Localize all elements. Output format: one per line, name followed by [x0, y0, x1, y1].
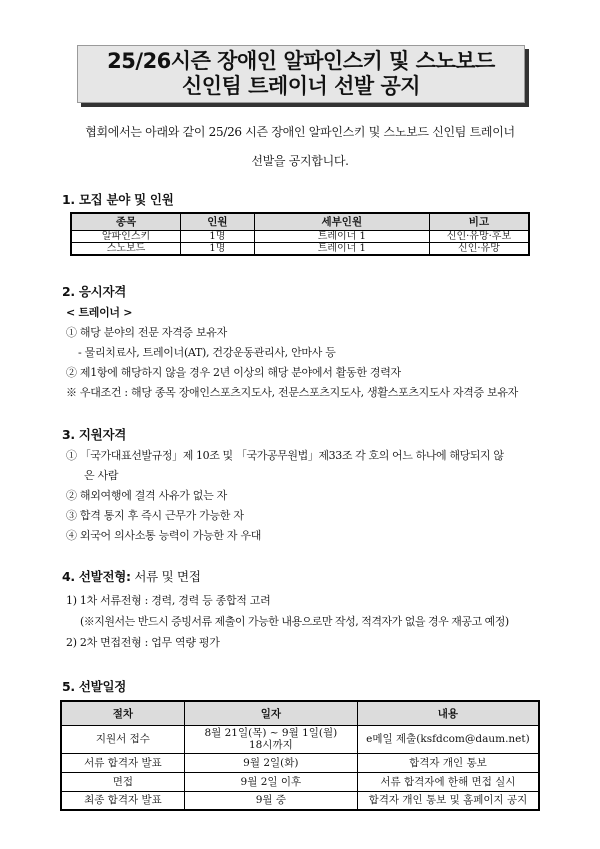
notice-title-line1: 25/26시즌 장애인 알파인스키 및 스노보드	[107, 49, 495, 73]
recruit-header-count: 인원	[181, 213, 255, 230]
schedule-date: 9월 중	[184, 791, 357, 810]
section4-heading-label: 4. 선발전형:	[62, 569, 131, 584]
recruit-cell: 트레이너 1	[254, 242, 429, 255]
notice-title-line2: 신인팀 트레이너 선발 공지	[181, 74, 421, 98]
section2-subheading: < 트레이너 >	[66, 306, 133, 319]
schedule-step: 면접	[61, 772, 184, 791]
schedule-date: 9월 2일 이후	[184, 772, 357, 791]
section4-heading	[62, 567, 201, 585]
recruit-cell: 스노보드	[71, 242, 181, 255]
section2-note: ※ 우대조건 : 해당 종목 장애인스포츠지도사, 전문스포츠지도사, 생활스포츠지도사 자격증 보유자	[66, 386, 518, 399]
recruit-table-header	[71, 213, 529, 230]
section3-item4: ④ 외국어 의사소통 능력이 가능한 자 우대	[66, 529, 262, 542]
schedule-content: e메일 제출(ksfdcom@daum.net)	[357, 725, 539, 753]
recruit-cell: 알파인스키	[71, 230, 181, 242]
recruit-cell: 신인·유망·후보	[429, 230, 529, 242]
intro-line2: 선발을 공지합니다.	[251, 154, 349, 168]
schedule-date	[184, 725, 357, 753]
section3-item2: ② 해외여행에 결격 사유가 없는 자	[66, 489, 227, 502]
schedule-content: 합격자 개인 통보 및 홈페이지 공지	[357, 791, 539, 810]
schedule-step: 서류 합격자 발표	[61, 753, 184, 772]
table-row	[71, 230, 529, 242]
section4-heading-rest: 서류 및 면접	[130, 569, 201, 584]
section3-item1-cont: 은 사람	[84, 469, 119, 482]
table-row	[71, 242, 529, 255]
schedule-step: 최종 합격자 발표	[61, 791, 184, 810]
table-row	[61, 753, 539, 772]
section2-item1: ① 해당 분야의 전문 자격증 보유자	[66, 326, 227, 339]
section3-item1: ① 「국가대표선발규정」제 10조 및 「국가공무원법」제33조 각 호의 어느 하나에 해당되지 않	[66, 449, 504, 462]
section1-heading: 1. 모집 분야 및 인원	[62, 192, 174, 207]
table-row	[61, 791, 539, 810]
section5-heading: 5. 선발일정	[62, 679, 126, 694]
recruit-header-sport: 종목	[71, 213, 181, 230]
schedule-content: 합격자 개인 통보	[357, 753, 539, 772]
section3-heading: 3. 지원자격	[62, 427, 126, 442]
recruit-header-note: 비고	[429, 213, 529, 230]
section4-item1-note: (※지원서는 반드시 증빙서류 제출이 가능한 내용으로만 작성, 적격자가 없을 경우 재공고 예정)	[80, 615, 509, 628]
recruit-table	[70, 212, 530, 256]
intro-paragraph	[60, 118, 540, 176]
section2-heading: 2. 응시자격	[62, 284, 126, 299]
recruit-cell: 신인·유망	[429, 242, 529, 255]
schedule-table	[60, 700, 540, 811]
schedule-date-line2: 18시까지	[248, 739, 293, 751]
recruit-cell: 트레이너 1	[254, 230, 429, 242]
recruit-cell: 1명	[181, 242, 255, 255]
schedule-header-content: 내용	[357, 701, 539, 725]
section2-item1-detail: - 물리치료사, 트레이너(AT), 건강운동관리사, 안마사 등	[78, 346, 336, 359]
schedule-content: 서류 합격자에 한해 면접 실시	[357, 772, 539, 791]
table-row	[61, 772, 539, 791]
notice-title-box	[77, 45, 525, 103]
recruit-header-detail: 세부인원	[254, 213, 429, 230]
section4-item2: 2) 2차 면접전형 : 업무 역량 평가	[66, 636, 220, 649]
schedule-date-line1: 8월 21일(목) ~ 9월 1일(월)	[204, 727, 338, 739]
schedule-header-date: 일자	[184, 701, 357, 725]
schedule-step: 지원서 접수	[61, 725, 184, 753]
schedule-date: 9월 2일(화)	[184, 753, 357, 772]
section2-item2: ② 제1항에 해당하지 않을 경우 2년 이상의 해당 분야에서 활동한 경력자	[66, 366, 401, 379]
table-row	[61, 725, 539, 753]
recruit-cell: 1명	[181, 230, 255, 242]
section4-item1: 1) 1차 서류전형 : 경력, 경력 등 종합적 고려	[66, 594, 271, 607]
schedule-table-header	[61, 701, 539, 725]
schedule-header-step: 절차	[61, 701, 184, 725]
intro-line1: 협회에서는 아래와 같이 25/26 시즌 장애인 알파인스키 및 스노보드 신인팀 트레이너	[85, 125, 515, 139]
section3-item3: ③ 합격 통지 후 즉시 근무가 가능한 자	[66, 509, 244, 522]
